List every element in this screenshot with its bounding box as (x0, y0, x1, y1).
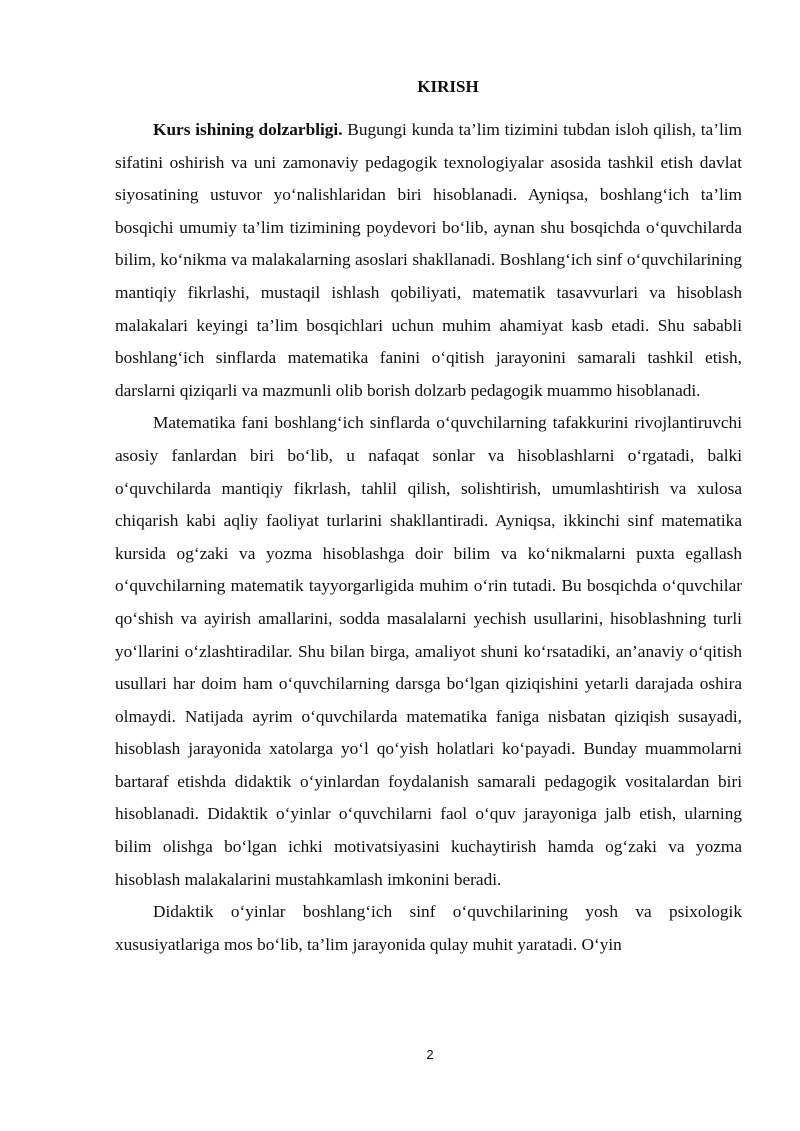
paragraph-didactic-games (115, 896, 742, 961)
section-heading: KIRISH (417, 77, 479, 96)
paragraph-text: Didaktik o‘yinlar boshlang‘ich sinf o‘quvchilarining yosh va psixologik xususiyatlariga mos bo‘lib, ta’lim jarayonida qulay muhit yaratadi. O‘yin (115, 902, 742, 954)
paragraph-mathematics (115, 407, 742, 896)
paragraph-relevance (115, 114, 742, 407)
body-text (115, 114, 742, 961)
paragraph-text: Bugungi kunda ta’lim tizimini tubdan isloh qilish, ta’lim sifatini oshirish va uni zamonaviy pedagogik texnologiyalar asosida tashkil etish davlat siyosatining ustuvor yo‘nalishlaridan biri hisoblanadi. Ayniqsa, boshlang‘ich ta’lim bosqichi umumiy ta’lim tizimining poydevori bo‘lib, aynan shu bosqichda o‘quvchilarda bilim, ko‘nikma va malakalarning asoslari shakllanadi. Boshlang‘ich sinf o‘quvchilarining mantiqiy fikrlashi, mustaqil ishlash qobiliyati, matematik tasavvurlari va hisoblash malakalari keyingi ta’lim bosqichlari uchun muhim ahamiyat kasb etadi. Shu sababli boshlang‘ich sinflarda matematika fanini o‘qitish jarayonini samarali tashkil etish, darslarni qiziqarli va mazmunli olib borish dolzarb pedagogik muammo hisoblanadi. (115, 120, 742, 400)
paragraph-lead: Kurs ishining dolzarbligi. (153, 120, 343, 139)
paragraph-text: Matematika fani boshlang‘ich sinflarda o‘quvchilarning tafakkurini rivojlantiruvchi asosiy fanlardan biri bo‘lib, u nafaqat sonlar va hisoblashlarni o‘rgatadi, balki o‘quvchilarda mantiqiy fikrlash, tahlil qilish, solishtirish, umumlashtirish va xulosa chiqarish kabi aqliy faoliyat turlarini shakllantiradi. Ayniqsa, ikkinchi sinf matematika kursida og‘zaki va yozma hisoblashga doir bilim va ko‘nikmalarni puxta egallash o‘quvchilarning matematik tayyorgarligida muhim o‘rin tutadi. Bu bosqichda o‘quvchilar qo‘shish va ayirish amallarini, sodda masalalarni yechish usullarini, hisoblashning turli yo‘llarini o‘zlashtiradilar. Shu bilan birga, amaliyot shuni ko‘rsatadiki, an’anaviy o‘qitish usullari har doim ham o‘quvchilarning darsga bo‘lgan qiziqishini yetarli darajada oshira olmaydi. Natijada ayrim o‘quvchilarda matematika faniga nisbatan qiziqish susayadi, hisoblash jarayonida xatolarga yo‘l qo‘yish holatlari ko‘payadi. Bunday muammolarni bartaraf etishda didaktik o‘yinlardan foydalanish samarali pedagogik vositalardan biri hisoblanadi. Didaktik o‘yinlar o‘quvchilarni faol o‘quv jarayoniga jalb etish, ularning bilim olishga bo‘lgan ichki motivatsiyasini kuchaytirish hamda og‘zaki va yozma hisoblash malakalarini mustahkamlash imkonini beradi. (115, 413, 742, 889)
page-number: 2 (426, 1047, 434, 1062)
